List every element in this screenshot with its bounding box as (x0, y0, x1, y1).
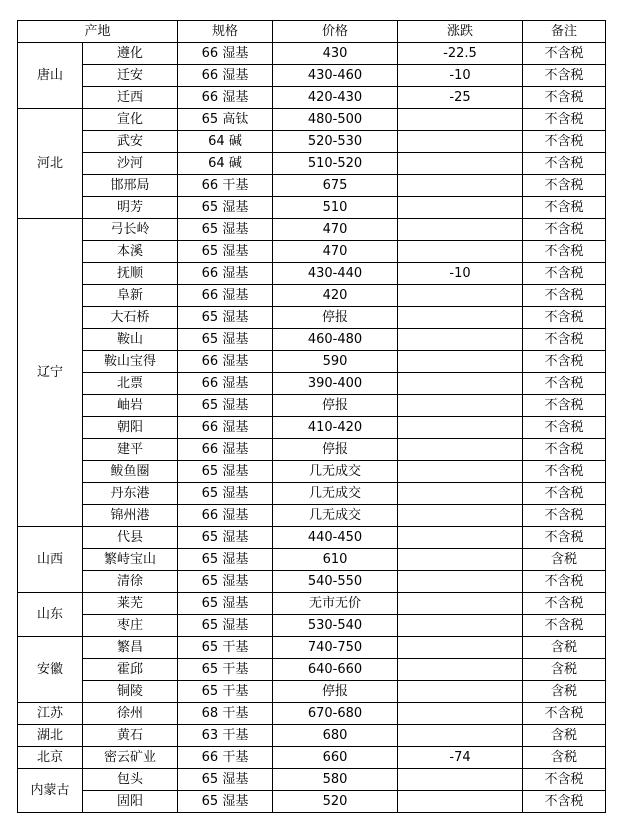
price-cell: 停报 (273, 439, 398, 461)
note-cell: 含税 (523, 747, 606, 769)
header-row (18, 21, 606, 43)
note-cell: 不含税 (523, 219, 606, 241)
change-cell (398, 109, 523, 131)
header-price: 价格 (273, 21, 398, 43)
note-cell: 含税 (523, 681, 606, 703)
spec-cell: 65 湿基 (178, 769, 273, 791)
price-cell: 停报 (273, 681, 398, 703)
note-cell: 不含税 (523, 373, 606, 395)
place-cell: 黄石 (83, 725, 178, 747)
place-cell: 阜新 (83, 285, 178, 307)
table-row (18, 439, 606, 461)
price-cell: 510-520 (273, 153, 398, 175)
note-cell: 不含税 (523, 615, 606, 637)
table-body (18, 43, 606, 813)
spec-cell: 65 湿基 (178, 593, 273, 615)
change-cell (398, 439, 523, 461)
change-cell (398, 175, 523, 197)
table-row (18, 109, 606, 131)
price-cell: 510 (273, 197, 398, 219)
place-cell: 武安 (83, 131, 178, 153)
note-cell: 不含税 (523, 307, 606, 329)
spec-cell: 65 湿基 (178, 461, 273, 483)
note-cell: 不含税 (523, 285, 606, 307)
change-cell (398, 285, 523, 307)
change-cell: -10 (398, 65, 523, 87)
place-cell: 朝阳 (83, 417, 178, 439)
price-cell: 540-550 (273, 571, 398, 593)
place-cell: 明芳 (83, 197, 178, 219)
table-row (18, 307, 606, 329)
place-cell: 铜陵 (83, 681, 178, 703)
spec-cell: 63 干基 (178, 725, 273, 747)
table-row (18, 703, 606, 725)
spec-cell: 65 湿基 (178, 307, 273, 329)
spec-cell: 65 湿基 (178, 483, 273, 505)
place-cell: 大石桥 (83, 307, 178, 329)
table-row (18, 329, 606, 351)
note-cell: 含税 (523, 549, 606, 571)
price-cell: 410-420 (273, 417, 398, 439)
spec-cell: 65 湿基 (178, 197, 273, 219)
note-cell: 不含税 (523, 527, 606, 549)
change-cell (398, 307, 523, 329)
table-row (18, 417, 606, 439)
price-cell: 停报 (273, 307, 398, 329)
table-row (18, 791, 606, 813)
region-cell: 安徽 (18, 637, 83, 703)
place-cell: 锦州港 (83, 505, 178, 527)
price-cell: 470 (273, 241, 398, 263)
spec-cell: 65 湿基 (178, 329, 273, 351)
table-row (18, 395, 606, 417)
price-cell: 670-680 (273, 703, 398, 725)
change-cell (398, 329, 523, 351)
place-cell: 鲅鱼圈 (83, 461, 178, 483)
spec-cell: 65 干基 (178, 637, 273, 659)
change-cell (398, 549, 523, 571)
price-cell: 470 (273, 219, 398, 241)
price-cell: 520-530 (273, 131, 398, 153)
table-row (18, 241, 606, 263)
spec-cell: 66 干基 (178, 175, 273, 197)
spec-cell: 65 干基 (178, 659, 273, 681)
change-cell (398, 637, 523, 659)
header-change: 涨跌 (398, 21, 523, 43)
price-cell: 480-500 (273, 109, 398, 131)
table-row (18, 769, 606, 791)
price-cell: 几无成交 (273, 461, 398, 483)
spec-cell: 66 湿基 (178, 505, 273, 527)
spec-cell: 65 湿基 (178, 615, 273, 637)
table-row (18, 483, 606, 505)
spec-cell: 66 湿基 (178, 43, 273, 65)
place-cell: 固阳 (83, 791, 178, 813)
change-cell (398, 769, 523, 791)
note-cell: 不含税 (523, 505, 606, 527)
place-cell: 沙河 (83, 153, 178, 175)
price-cell: 390-400 (273, 373, 398, 395)
header-spec: 规格 (178, 21, 273, 43)
note-cell: 不含税 (523, 43, 606, 65)
spec-cell: 65 湿基 (178, 395, 273, 417)
table-row (18, 219, 606, 241)
price-cell: 430-460 (273, 65, 398, 87)
place-cell: 繁峙宝山 (83, 549, 178, 571)
change-cell: -25 (398, 87, 523, 109)
region-cell: 湖北 (18, 725, 83, 747)
table-row (18, 131, 606, 153)
note-cell: 含税 (523, 725, 606, 747)
table-row (18, 153, 606, 175)
note-cell: 不含税 (523, 87, 606, 109)
table-row (18, 461, 606, 483)
price-cell: 无市无价 (273, 593, 398, 615)
place-cell: 枣庄 (83, 615, 178, 637)
place-cell: 徐州 (83, 703, 178, 725)
change-cell (398, 131, 523, 153)
change-cell (398, 373, 523, 395)
spec-cell: 66 湿基 (178, 351, 273, 373)
spec-cell: 64 碱 (178, 153, 273, 175)
place-cell: 抚顺 (83, 263, 178, 285)
table-row (18, 615, 606, 637)
header-note: 备注 (523, 21, 606, 43)
spec-cell: 66 湿基 (178, 373, 273, 395)
note-cell: 不含税 (523, 769, 606, 791)
table-row (18, 87, 606, 109)
place-cell: 本溪 (83, 241, 178, 263)
spec-cell: 65 湿基 (178, 571, 273, 593)
change-cell (398, 197, 523, 219)
price-cell: 740-750 (273, 637, 398, 659)
note-cell: 不含税 (523, 197, 606, 219)
price-cell: 530-540 (273, 615, 398, 637)
spec-cell: 65 干基 (178, 681, 273, 703)
table-row (18, 351, 606, 373)
table-row (18, 505, 606, 527)
price-cell: 430-440 (273, 263, 398, 285)
price-cell: 430 (273, 43, 398, 65)
price-cell: 几无成交 (273, 505, 398, 527)
table-row (18, 197, 606, 219)
note-cell: 不含税 (523, 109, 606, 131)
change-cell (398, 659, 523, 681)
price-table (17, 20, 606, 813)
change-cell: -74 (398, 747, 523, 769)
change-cell (398, 593, 523, 615)
spec-cell: 66 湿基 (178, 87, 273, 109)
note-cell: 不含税 (523, 263, 606, 285)
change-cell (398, 153, 523, 175)
table-row (18, 571, 606, 593)
change-cell (398, 241, 523, 263)
spec-cell: 66 湿基 (178, 285, 273, 307)
change-cell (398, 395, 523, 417)
table-row (18, 43, 606, 65)
header-origin: 产地 (18, 21, 178, 43)
price-cell: 610 (273, 549, 398, 571)
spec-cell: 66 湿基 (178, 65, 273, 87)
place-cell: 迁西 (83, 87, 178, 109)
note-cell: 不含税 (523, 241, 606, 263)
spec-cell: 68 干基 (178, 703, 273, 725)
note-cell: 含税 (523, 659, 606, 681)
note-cell: 不含税 (523, 175, 606, 197)
price-cell: 640-660 (273, 659, 398, 681)
price-cell: 460-480 (273, 329, 398, 351)
spec-cell: 65 湿基 (178, 219, 273, 241)
region-cell: 河北 (18, 109, 83, 219)
change-cell (398, 483, 523, 505)
change-cell: -22.5 (398, 43, 523, 65)
table-row (18, 725, 606, 747)
price-cell: 420-430 (273, 87, 398, 109)
note-cell: 不含税 (523, 395, 606, 417)
place-cell: 岫岩 (83, 395, 178, 417)
region-cell: 内蒙古 (18, 769, 83, 813)
note-cell: 不含税 (523, 483, 606, 505)
region-cell: 唐山 (18, 43, 83, 109)
price-cell: 520 (273, 791, 398, 813)
change-cell (398, 703, 523, 725)
price-cell: 几无成交 (273, 483, 398, 505)
note-cell: 不含税 (523, 131, 606, 153)
spec-cell: 66 湿基 (178, 263, 273, 285)
note-cell: 不含税 (523, 791, 606, 813)
change-cell (398, 461, 523, 483)
table-row (18, 373, 606, 395)
price-cell: 590 (273, 351, 398, 373)
table-row (18, 637, 606, 659)
price-cell: 420 (273, 285, 398, 307)
note-cell: 不含税 (523, 153, 606, 175)
spec-cell: 66 干基 (178, 747, 273, 769)
change-cell: -10 (398, 263, 523, 285)
table-row (18, 659, 606, 681)
place-cell: 宣化 (83, 109, 178, 131)
region-cell: 山西 (18, 527, 83, 593)
place-cell: 鞍山 (83, 329, 178, 351)
region-cell: 北京 (18, 747, 83, 769)
spec-cell: 66 湿基 (178, 417, 273, 439)
note-cell: 不含税 (523, 417, 606, 439)
note-cell: 不含税 (523, 439, 606, 461)
table-row (18, 681, 606, 703)
place-cell: 弓长岭 (83, 219, 178, 241)
place-cell: 遵化 (83, 43, 178, 65)
region-cell: 山东 (18, 593, 83, 637)
note-cell: 不含税 (523, 329, 606, 351)
region-cell: 辽宁 (18, 219, 83, 527)
price-cell: 440-450 (273, 527, 398, 549)
price-cell: 660 (273, 747, 398, 769)
region-cell: 江苏 (18, 703, 83, 725)
table-row (18, 285, 606, 307)
spec-cell: 64 碱 (178, 131, 273, 153)
place-cell: 邯邢局 (83, 175, 178, 197)
table-row (18, 549, 606, 571)
place-cell: 鞍山宝得 (83, 351, 178, 373)
change-cell (398, 725, 523, 747)
change-cell (398, 219, 523, 241)
note-cell: 不含税 (523, 703, 606, 725)
table-row (18, 175, 606, 197)
place-cell: 莱芜 (83, 593, 178, 615)
change-cell (398, 681, 523, 703)
spec-cell: 65 湿基 (178, 527, 273, 549)
note-cell: 不含税 (523, 351, 606, 373)
change-cell (398, 615, 523, 637)
place-cell: 迁安 (83, 65, 178, 87)
spec-cell: 65 湿基 (178, 791, 273, 813)
note-cell: 不含税 (523, 461, 606, 483)
change-cell (398, 505, 523, 527)
spec-cell: 66 湿基 (178, 439, 273, 461)
spec-cell: 65 湿基 (178, 549, 273, 571)
note-cell: 含税 (523, 637, 606, 659)
note-cell: 不含税 (523, 65, 606, 87)
change-cell (398, 417, 523, 439)
place-cell: 包头 (83, 769, 178, 791)
table-row (18, 527, 606, 549)
table-row (18, 263, 606, 285)
note-cell: 不含税 (523, 593, 606, 615)
spec-cell: 65 高钛 (178, 109, 273, 131)
table-row (18, 65, 606, 87)
price-cell: 停报 (273, 395, 398, 417)
place-cell: 繁昌 (83, 637, 178, 659)
place-cell: 清徐 (83, 571, 178, 593)
change-cell (398, 527, 523, 549)
table-row (18, 593, 606, 615)
place-cell: 北票 (83, 373, 178, 395)
table-row (18, 747, 606, 769)
price-cell: 680 (273, 725, 398, 747)
change-cell (398, 351, 523, 373)
note-cell: 不含税 (523, 571, 606, 593)
spec-cell: 65 湿基 (178, 241, 273, 263)
place-cell: 代县 (83, 527, 178, 549)
place-cell: 建平 (83, 439, 178, 461)
change-cell (398, 571, 523, 593)
price-cell: 675 (273, 175, 398, 197)
price-cell: 580 (273, 769, 398, 791)
price-table-container (17, 20, 606, 813)
change-cell (398, 791, 523, 813)
place-cell: 密云矿业 (83, 747, 178, 769)
place-cell: 丹东港 (83, 483, 178, 505)
place-cell: 霍邱 (83, 659, 178, 681)
